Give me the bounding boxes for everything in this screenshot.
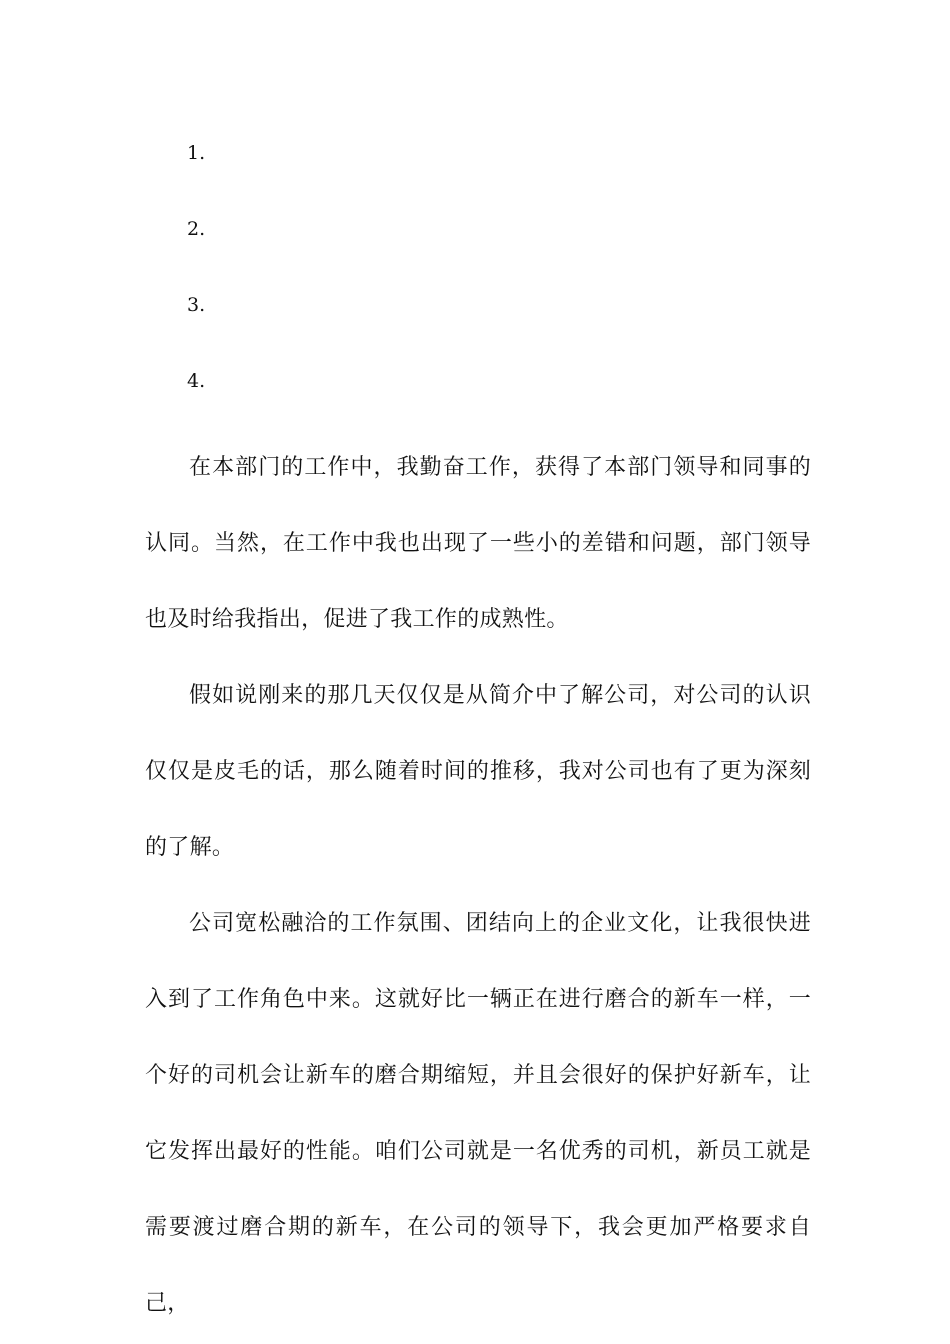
numbered-list xyxy=(187,135,205,439)
list-item-1: 1. xyxy=(187,142,206,164)
list-item-3: 3. xyxy=(187,294,206,316)
paragraph-company-understanding: 假如说刚来的那几天仅仅是从简介中了解公司，对公司的认识仅仅是皮毛的话，那么随着时间的推移，我对公司也有了更为深刻的了解。 xyxy=(145,683,811,860)
list-item-4: 4. xyxy=(187,370,206,392)
paragraph-company-culture: 公司宽松融洽的工作氛围、团结向上的企业文化，让我很快进入到了工作角色中来。这就好比一辆正在进行磨合的新车一样，一个好的司机会让新车的磨合期缩短，并且会很好的保护好新车，让它发挥出最好的性能。咱们公司就是一名优秀的司机，新员工就是需要渡过磨合期的新车，在公司的领导下，我会更加严格要求自己， xyxy=(145,911,811,1316)
list-item-2: 2. xyxy=(187,218,206,240)
body-text xyxy=(145,430,811,1342)
paragraph-work-recognition: 在本部门的工作中，我勤奋工作，获得了本部门领导和同事的认同。当然，在工作中我也出现了一些小的差错和问题，部门领导也及时给我指出，促进了我工作的成熟性。 xyxy=(145,455,811,632)
